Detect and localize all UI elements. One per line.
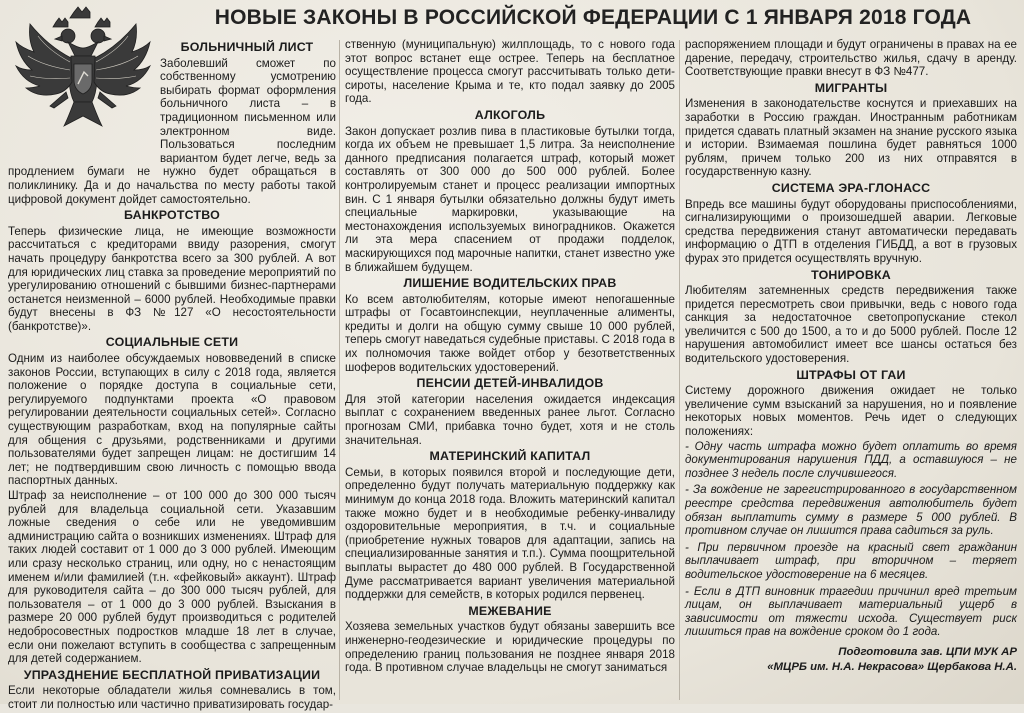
- paragraph-license-revocation: Ко всем автолюбителям, которые имеют непогашенные штрафы от Госавтоинспекции, неуплаченные алименты, кредиты и долги на общую сумму свыше 10 000 рублей, теперь смогут наведаться судебные приставы. С 2018 года в их полномочия также войдет отбор у безответственных шоферов водительских удостоверений.: [345, 292, 675, 374]
- column-3: [685, 38, 1017, 675]
- heading-traffic-fines: ШТРАФЫ ОТ ГАИ: [796, 367, 906, 382]
- list-item: - При первичном проезде на красный свет гражданин выплачивает штраф, при вторичном – теряет водительское удостоверение на 6 месяцев.: [685, 540, 1017, 581]
- list-item: - Если в ДТП виновник трагедии причинил вред третьим лицам, он выплачивает материальный ущерб в зависимости от тяжести исхода. Существует риск лишиться прав на вождение сроком до 1 года.: [685, 584, 1017, 639]
- column-2: [345, 38, 675, 676]
- headline: НОВЫЕ ЗАКОНЫ В РОССИЙСКОЙ ФЕДЕРАЦИИ С 1 ЯНВАРЯ 2018 ГОДА: [214, 6, 972, 29]
- fines-list: [685, 440, 1017, 639]
- heading-era-glonass: СИСТЕМА ЭРА-ГЛОНАСС: [771, 180, 931, 195]
- heading-license-revocation: ЛИШЕНИЕ ВОДИТЕЛЬСКИХ ПРАВ: [403, 276, 617, 291]
- paragraph-traffic-fines: Систему дорожного движения ожидает не только увеличение сумм взысканий за нарушения, но и появление некоторых новых моментов. Речь идет о следующих положениях:: [685, 384, 1017, 439]
- heading-bankruptcy: БАНКРОТСТВО: [124, 208, 220, 223]
- paragraph-alcohol: Закон допускает розлив пива в пластиковые бутылки тогда, когда их объем не превышает 1,5 литра. За неисполнение данного предписания полагается штраф, который может составлять от 300 000 до 500 000 рублей. Более контролируемым станет и процесс реализации импортных вин. С 1 января бутылки обязательно должны будут иметь специальные маркировки, указывающие на местонахождения используемых виноградников. Окажется ли эта мера спасением от продажи подделок, маскирующихся под марочные напитки, станет известно уже в ближайшем будущем.: [345, 124, 675, 274]
- paragraph-privatization-cont: ственную (муниципальную) жилплощадь, то с нового года этот вопрос встанет еще острее. Теперь на бесплатное осуществление процесса смогут рассчитывать только дети-сироты, население Крыма и те, кто подал заявку до 2005 года.: [345, 38, 675, 106]
- paragraph-migrants: Изменения в законодательстве коснутся и приехавших на заработки в Россию граждан. Иностранным работникам придется сдавать платный экзамен на знание русского языка и истории. Взимаемая пошлина будет равняться 1000 рублям, причем только 200 из них отправятся в государственную казну.: [685, 97, 1017, 179]
- heading-social-networks: СОЦИАЛЬНЫЕ СЕТИ: [105, 335, 239, 350]
- list-item: - За вождение не зарегистрированного в государственном реестре средства передвижения автолюбитель будет обязан выплатить сумму в размере 5 000 рублей. В противном случае он лишится права садиться за руль.: [685, 483, 1017, 538]
- paragraph-social-networks: Одним из наиболее обсуждаемых нововведений в списке законов России, вступающих в силу с 2018 года, является положение о порядке доступа в социальные сети, регулируемого подпунктами проекта «О правовом регулировании деятельности социальных сетей». Согласно существующим разработкам, вход на популярные сайты для общения с друзьями, родственниками и другими пользователями будет запрещен лицам: не достигшим 14 лет; не подтвердившим свою личность с помощью ввода паспортных данных.: [8, 352, 336, 488]
- heading-land-surveying: МЕЖЕВАНИЕ: [468, 603, 552, 618]
- paragraph-maternity-capital: Семьи, в которых появился второй и последующие дети, определенно будут получать материальную поддержку как минимум до конца 2018 года. Вложить материнский капитал также можно будет и в необходимые ребенку-инвалиду оздоровительные мероприятия, в т.ч. и социальные (приобретение нужных товаров для адаптации, запись на специализированные занятия и т.п.). Сумма поощрительной выплаты вырастет до 480 000 рублей. В Государственной Думе рассматривается вариант увеличения материальной поддержки для семейств, в которых родился первенец.: [345, 465, 675, 602]
- list-item: - Одну часть штрафа можно будет оплатить во время документирования нарушения ПДД, а оставшуюся – не позднее 3 недель после случившегося.: [685, 439, 1017, 480]
- signature-line-1: Подготовила зав. ЦПИ МУК АР: [838, 645, 1017, 658]
- paragraph-privatization: Если некоторые обладатели жилья сомневались в том, стоит ли полностью или частично приватизировать государ-: [8, 684, 336, 711]
- column-1: [8, 38, 336, 713]
- paragraph-bankruptcy: Теперь физические лица, не имеющие возможности рассчитаться с кредиторами ввиду разорения, смогут начать процедуру банкротства всего за 300 рублей. А вот для юридических лиц ставка за проведение мероприятий по урегулированию отношений с бывшими бизнес-партнерами останется неизменной – 6000 рублей. Необходимые правки будут внесены в ФЗ №127 «О несостоятельности (банкротстве)».: [8, 224, 336, 333]
- author-signature: [685, 645, 1017, 675]
- heading-alcohol: АЛКОГОЛЬ: [474, 107, 546, 122]
- column-divider: [339, 40, 340, 700]
- paragraph-social-fines: Штраф за неисполнение – от 100 000 до 300 000 тысяч рублей для владельца социальной сети. Указавшим ложные сведения о себе или не уведомившим администрацию сайта о возникших изменениях. Штраф для таких людей составит от 1 000 до 3 000 рублей. Имеющим или сразу несколько страниц, или одну, но с ненастоящим именем и/или фамилией (т.н. «фейковый» аккаунт). Штраф для руководителя сайта – до 300 000 тысяч рублей, для пользователя – от 1 000 до 3 000 рублей. Взыскания в размере 20 000 рублей будут производиться с родителей недоброcовестных подростков младше 18 лет в случае, если они пожелают вступить в сообщества с запрещенным для детей содержанием.: [8, 489, 336, 666]
- paragraph-era-glonass: Впредь все машины будут оборудованы приспособлениями, сигнализирующими о произошедшей аварии. Легковые средства передвижения станут автоматически передавать информацию о ДТП в отделения ГИБДД, а вот в грузовых фурах это придется осуществлять вручную.: [685, 197, 1017, 265]
- paragraph-land-surveying-cont: распоряжением площади и будут ограничены в правах на ее дарение, передачу, строительство жилья, сдачу в аренду. Соответствующие правки внесут в ФЗ №477.: [685, 38, 1017, 79]
- paragraph-tinting: Любителям затемненных средств передвижения также придется пересмотреть свои привычки, ведь с нового года санкция за недостаточное светопропускание стекол увеличится с 500 до 1500, а то и до 5000 рублей. После 12 нарушения автомобилист имеет все шансы остаться без водительского удостоверения.: [685, 284, 1017, 366]
- heading-privatization: УПРАЗДНЕНИЕ БЕСПЛАТНОЙ ПРИВАТИЗАЦИИ: [23, 667, 321, 682]
- heading-migrants: МИГРАНТЫ: [814, 80, 888, 95]
- signature-line-2: «МЦРБ им. Н.А. Некрасова» Щербакова Н.А.: [767, 660, 1017, 673]
- column-divider: [679, 40, 680, 700]
- heading-maternity-capital: МАТЕРИНСКИЙ КАПИТАЛ: [429, 449, 591, 464]
- paragraph-disabled-children-pensions: Для этой категории населения ожидается индексация выплат с сохранением введенных ранее льгот. Согласно прогнозам СМИ, прибавка точно будет, хотя и не столь значительная.: [345, 392, 675, 447]
- heading-disabled-children-pensions: ПЕНСИИ ДЕТЕЙ-ИНВАЛИДОВ: [416, 376, 604, 391]
- paragraph-sick-leave: Заболевший сможет по собственному усмотрению выбирать формат оформления больничного листа – в традиционном письменном или электронном виде. Пользоваться последним вариантом будет легче, ведь за продлением бумаги не нужно будет обращаться в поликлинику. Да и до начальства по месту работы такой цифровой документ дойдет самостоятельно.: [8, 56, 336, 206]
- heading-sick-leave: БОЛЬНИЧНЫЙ ЛИСТ: [180, 40, 314, 54]
- paragraph-land-surveying: Хозяева земельных участков будут обязаны завершить все инженерно-геодезические и юридические процедуры по определению границ пользования не позднее января 2018 года. В противном случае владельцы не смогут заниматься: [345, 620, 675, 675]
- heading-tinting: ТОНИРОВКА: [811, 267, 891, 282]
